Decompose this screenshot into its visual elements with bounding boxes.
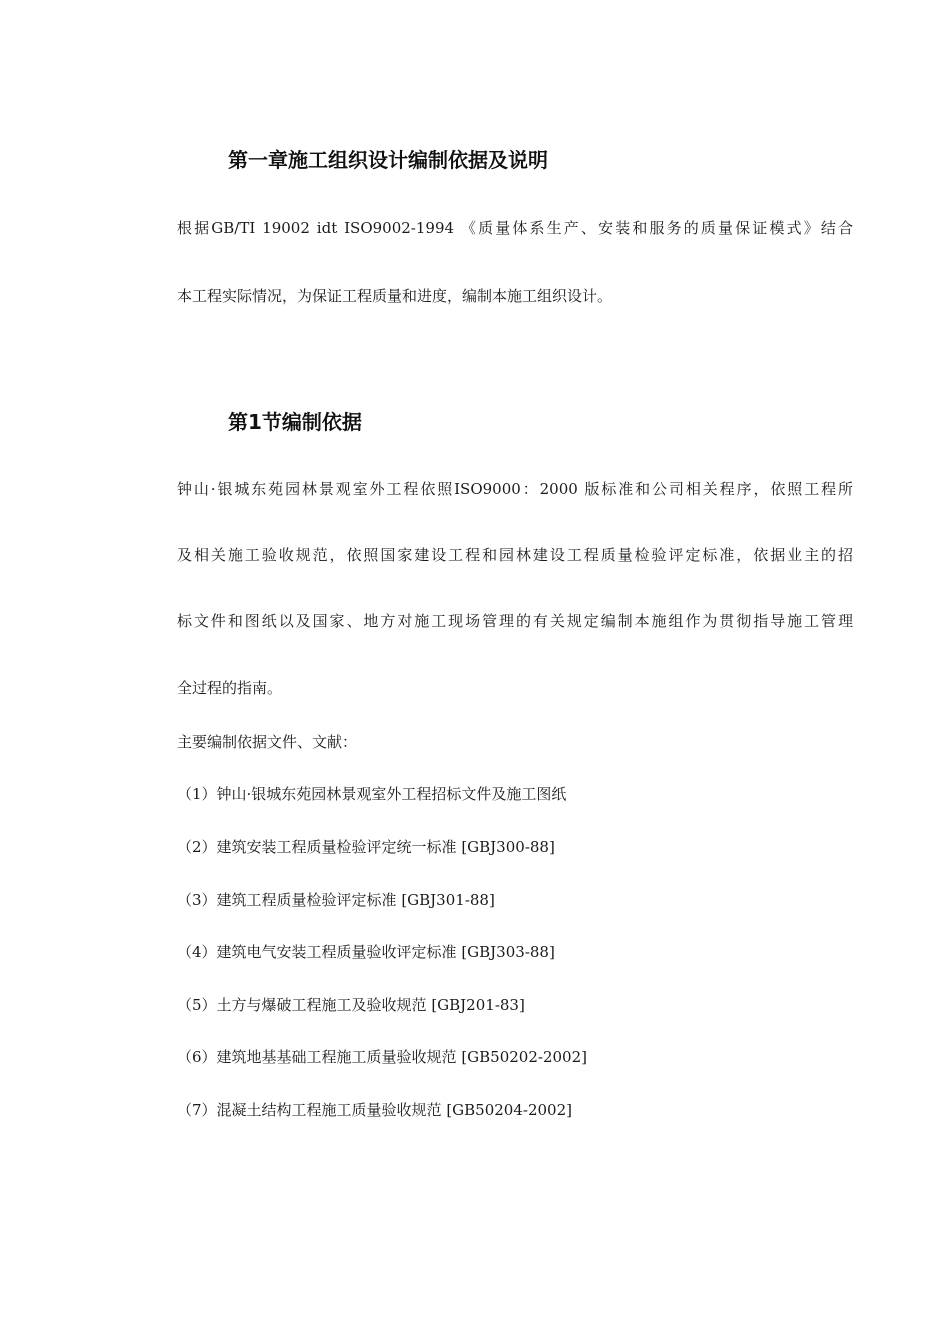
list-item: （1）钟山·银城东苑园林景观室外工程招标文件及施工图纸 — [177, 785, 567, 803]
intro-line-1: 根据GB/TI 19002 idt ISO9002-1994 《质量体系生产、安装和服务的质量保证模式》结合 — [177, 219, 853, 237]
list-item: （5）土方与爆破工程施工及验收规范 [GBJ201-83] — [177, 996, 525, 1014]
paragraph-line-3: 标文件和图纸以及国家、地方对施工现场管理的有关规定编制本施组作为贯彻指导施工管理 — [177, 612, 853, 630]
list-intro: 主要编制依据文件、文献： — [177, 733, 358, 751]
paragraph-line-1: 钟山·银城东苑园林景观室外工程依照ISO9000：2000 版标准和公司相关程序，依照工程所 — [177, 480, 853, 498]
list-item: （4）建筑电气安装工程质量验收评定标准 [GBJ303-88] — [177, 943, 555, 961]
list-item: （7）混凝土结构工程施工质量验收规范 [GB50204-2002] — [177, 1101, 572, 1119]
list-item: （3）建筑工程质量检验评定标准 [GBJ301-88] — [177, 891, 495, 909]
intro-line-2: 本工程实际情况，为保证工程质量和进度，编制本施工组织设计。 — [177, 287, 613, 305]
list-item: （2）建筑安装工程质量检验评定统一标准 [GBJ300-88] — [177, 838, 555, 856]
chapter-title: 第一章施工组织设计编制依据及说明 — [228, 148, 548, 172]
paragraph-line-4: 全过程的指南。 — [177, 679, 283, 697]
paragraph-line-2: 及相关施工验收规范，依照国家建设工程和园林建设工程质量检验评定标准，依据业主的招 — [177, 546, 853, 564]
list-item: （6）建筑地基基础工程施工质量验收规范 [GB50202-2002] — [177, 1048, 587, 1066]
section-title: 第1节编制依据 — [228, 410, 362, 434]
